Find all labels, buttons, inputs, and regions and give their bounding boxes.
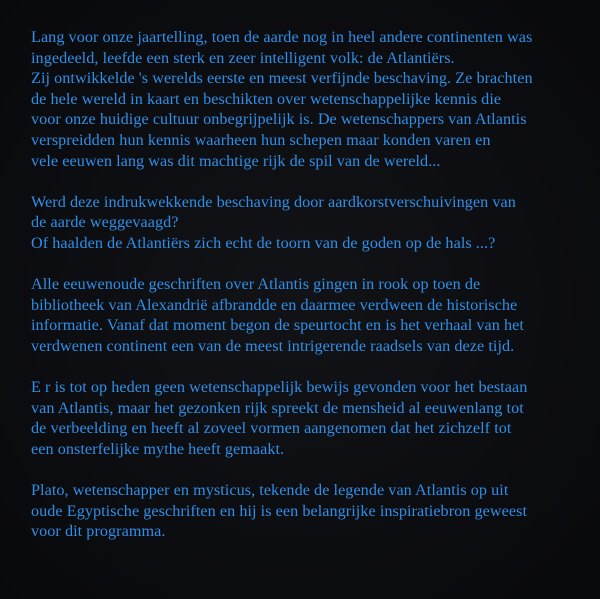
paragraph-question	[31, 192, 591, 254]
text-line: ingedeeld, leefde een sterk en zeer intelligent volk: de Atlantiërs.	[31, 48, 455, 67]
body-text	[31, 27, 591, 562]
paragraph-intro	[31, 27, 591, 171]
text-line: een onsterfelijke mythe heeft gemaakt.	[31, 439, 285, 458]
text-line: voor onze huidige cultuur onbegrijpelijk is. De wetenschappers van Atlantis	[31, 110, 527, 129]
text-line: voor dit programma.	[31, 522, 166, 541]
text-line: Of haalden de Atlantiërs zich echt de toorn van de goden op de hals ...?	[31, 233, 496, 252]
text-line: verspreidden hun kennis waarheen hun schepen maar konden varen en	[31, 130, 491, 149]
paragraph-evidence	[31, 377, 591, 459]
text-line: E r is tot op heden geen wetenschappelijk bewijs gevonden voor het bestaan	[31, 378, 528, 397]
text-line: informatie. Vanaf dat moment begon de speurtocht en is het verhaal van het	[31, 316, 524, 335]
text-line: Zij ontwikkelde 's werelds eerste en meest verfijnde beschaving. Ze brachten	[31, 69, 533, 88]
text-line: van Atlantis, maar het gezonken rijk spreekt de mensheid al eeuwenlang tot	[31, 398, 524, 417]
text-line: de aarde weggevaagd?	[31, 213, 179, 232]
paragraph-plato	[31, 480, 591, 542]
text-line: Lang voor onze jaartelling, toen de aarde nog in heel andere continenten was	[31, 28, 533, 46]
text-line: bibliotheek van Alexandrië afbrandde en daarmee verdween de historische	[31, 295, 518, 314]
text-line: vele eeuwen lang was dit machtige rijk de spil van de wereld...	[31, 151, 441, 170]
text-line: de hele wereld in kaart en beschikten over wetenschappelijke kennis die	[31, 89, 502, 108]
text-line: Alle eeuwenoude geschriften over Atlantis gingen in rook op toen de	[31, 275, 481, 294]
text-line: verdwenen continent een van de meest intrigerende raadsels van deze tijd.	[31, 336, 515, 355]
text-line: Werd deze indrukwekkende beschaving door aardkorstverschuivingen van	[31, 192, 516, 211]
text-line: de verbeelding en heeft al zoveel vormen aangenomen dat het zichzelf tot	[31, 419, 512, 438]
text-line: oude Egyptische geschriften en hij is een belangrijke inspiratiebron geweest	[31, 501, 528, 520]
text-line: Plato, wetenschapper en mysticus, tekende de legende van Atlantis op uit	[31, 481, 509, 500]
paragraph-alexandria	[31, 274, 591, 356]
